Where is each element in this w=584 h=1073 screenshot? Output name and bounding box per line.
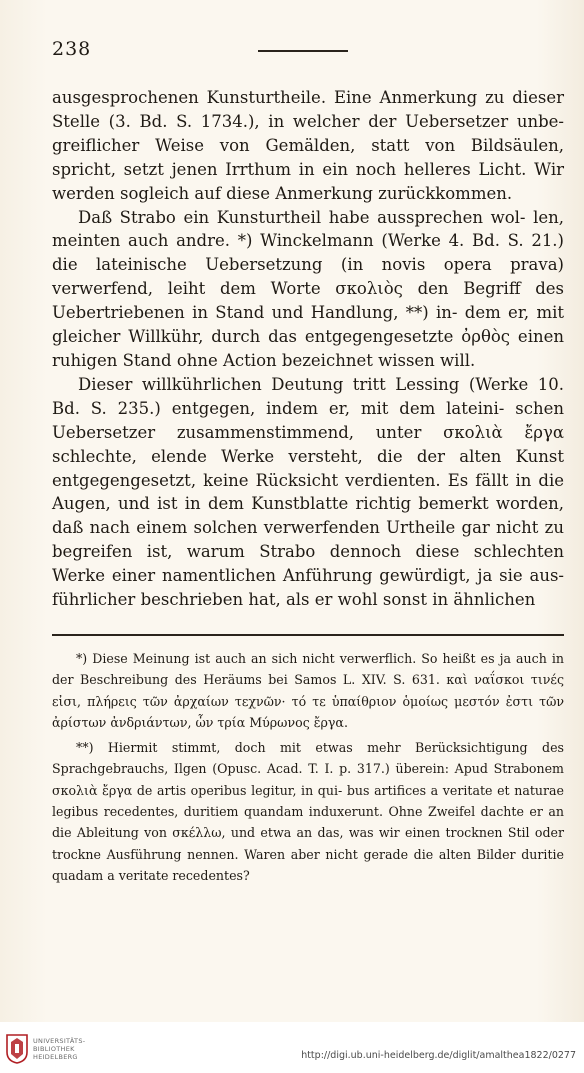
page-footer [0, 1022, 584, 1073]
logo-text [33, 1037, 113, 1062]
page-number: 238 [52, 38, 92, 60]
logo-line-3: HEIDELBERG [33, 1053, 78, 1062]
library-seal-icon [6, 1034, 28, 1064]
paragraph-2: Daß Strabo ein Kunsturtheil habe aussprechen wol- len, meinten auch andre. *) Winckelmann (Werke 4. Bd. S. 21.) die lateinische Uebersetzung (in novis opera prava) verwerfend, leiht dem Worte σκολιὸς den Begriff des Uebertriebenen in Stand und Handlung, **) in- dem er, mit gleicher Willkühr, durch das entgegengesetzte ὀρθὸς einen ruhigen Stand ohne Action bezeichnet wissen will. [52, 207, 564, 370]
library-logo[interactable] [6, 1034, 106, 1066]
page-header [52, 38, 562, 62]
logo-line-1: UNIVERSITÄTS- [33, 1037, 86, 1045]
main-text [52, 86, 564, 612]
footnotes [52, 648, 564, 886]
paragraph-1: ausgesprochenen Kunsturtheile. Eine Anmerkung zu dieser Stelle (3. Bd. S. 1734.), in welcher der Uebersetzer unbe- greiflicher Weise von Gemälden, statt von Bildsäulen, spricht, setzt jenen Irrthum in ein noch helleres Licht. Wir werden sogleich auf diese Anmerkung zurückkommen. [52, 88, 564, 203]
footnote-1: *) Diese Meinung ist auch an sich nicht verwerflich. So heißt es ja auch in der Beschreibung des Heräums bei Samos L. XIV. S. 631. καὶ ναΐσκοι τινές εἰσι, πλήρεις τῶν ἀρχαίων τεχνῶν· τό τε ὑπαίθριον ὁμοίως μεστόν ἐστι τῶν ἀρίστων ἀνδριάντων, ὧν τρία Μύρωνος ἔργα. [52, 651, 564, 730]
footnote-2: **) Hiermit stimmt, doch mit etwas mehr Berücksichtigung des Sprachgebrauchs, Ilgen (Opusc. Acad. T. I. p. 317.) überein: Apud Strabonem σκολιὰ ἔργα de artis operibus legitur, in qui- bus artifices a veritate et naturae legibus recedentes, duritiem quandam induxerunt. Ohne Zweifel dachte er an die Ableitung von σκέλλω, und etwa an das, was wir einen trocknen Stil oder trockne Ausführung nennen. Waren aber nicht gerade die alten Bilder duritie quadam a veritate recedentes? [52, 740, 564, 883]
header-rule [258, 50, 348, 52]
paragraph-3: Dieser willkührlichen Deutung tritt Lessing (Werke 10. Bd. S. 235.) entgegen, indem er, mit dem lateini- schen Uebersetzer zusammenstimmend, unter σκολιὰ ἔργα schlechte, elende Werke versteht, die der alten Kunst entgegengesetzt, keine Rücksicht verdienten. Es fällt in die Augen, und ist in dem Kunstblatte richtig bemerkt worden, daß nach einem solchen verwerfenden Urtheile gar nicht zu begreifen ist, warum Strabo dennoch diese schlechten Werke einer namentlichen Anführung gewürdigt, ja sie aus- führlicher beschrieben hat, als er wohl sonst in ähnlichen [52, 374, 564, 610]
logo-line-2: BIBLIOTHEK [33, 1045, 75, 1054]
footnote-rule [52, 634, 564, 636]
source-url-link[interactable]: http://digi.ub.uni-heidelberg.de/diglit/amalthea1822/0277 [301, 1050, 576, 1061]
